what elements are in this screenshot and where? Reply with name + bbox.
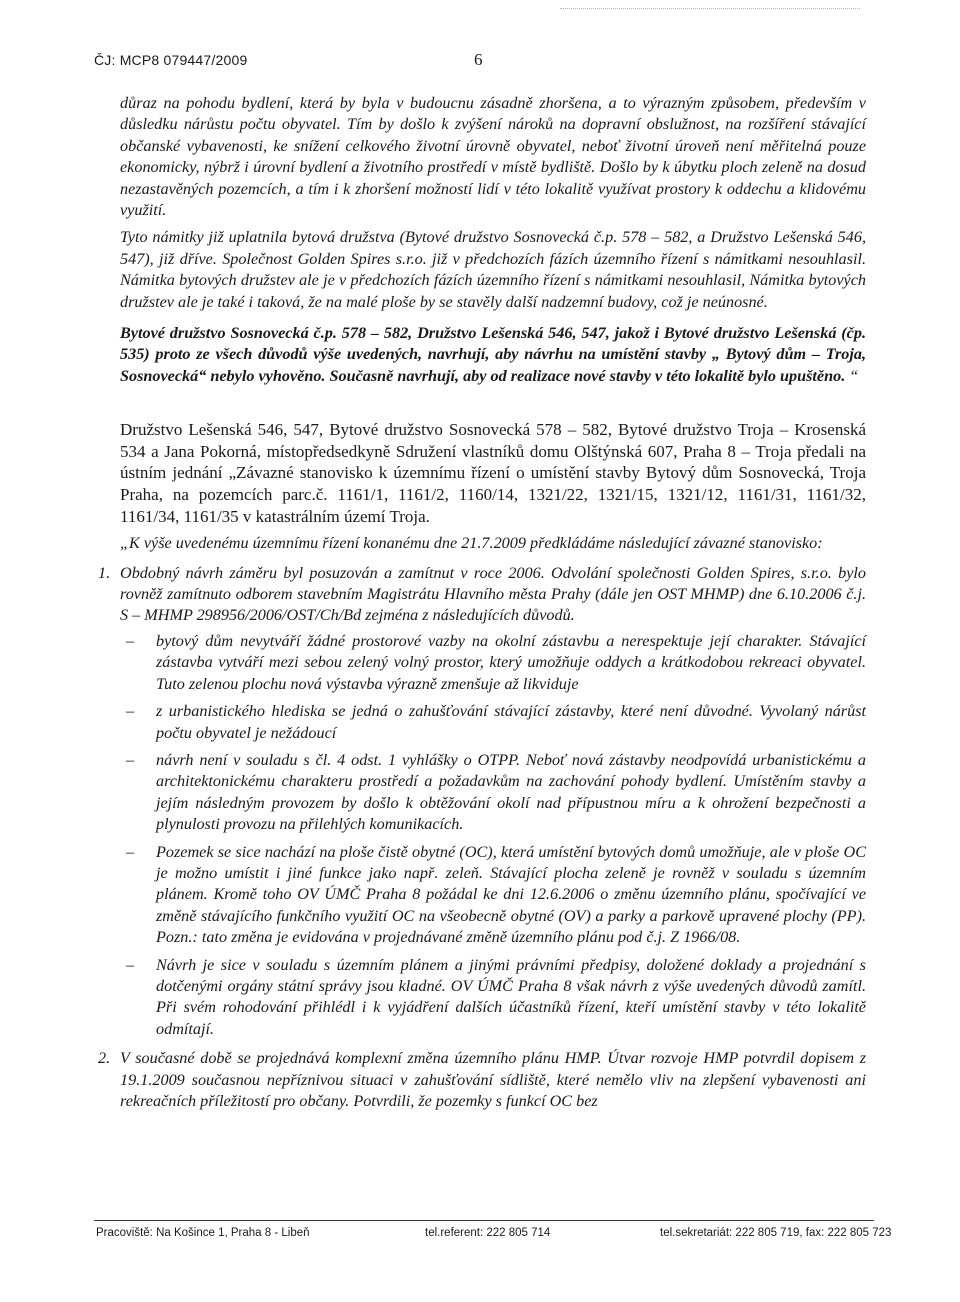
paragraph-objection-impact: důraz na pohodu bydlení, která by byla v budoucnu zásadně zhoršena, a to výrazným způsobem, především v důsledku nárůstu počtu obyvatel. Tím by došlo k zvýšení nároků na dopravní obslužnost, na rozšíření stávající občanské vybavenosti, ke snížení celkového životní úrovně obyvatel, neboť životní úroveň není měřitelná pouze ekonomicky, nýbrž i úrovní bydlení a životního prostředí v místě bydliště. Došlo by k úbytku ploch zeleně na dosud nezastavěných pozemcích, a tím i k zhoršení možností lidí v této lokalitě využívat prostory k oddechu a klidovému využití.: [120, 94, 866, 220]
paragraph-cooperative-proposal: [120, 323, 866, 387]
dash-item: [126, 842, 866, 949]
dash-bullet: –: [126, 955, 135, 974]
footer-secretariat-phone: tel.sekretariát: 222 805 719, fax: 222 805 723: [660, 1227, 892, 1239]
footer-workplace: Pracoviště: Na Košince 1, Praha 8 - Libeň: [96, 1227, 310, 1239]
list-item-1-text: Obdobný návrh záměru byl posuzován a zamítnut v roce 2006. Odvolání společnosti Golden Spires, s.r.o. bylo rovněž zamítnuto odborem stavebním Magistrátu Hlavního města Prahy (dále jen OST MHMP) dne 6.10.2006 č.j. S – MHMP 298956/2006/OST/Ch/Bd zejména z následujících důvodů.: [120, 563, 866, 625]
list-number: 2.: [98, 1049, 111, 1068]
footer-divider: [94, 1220, 874, 1221]
closing-quote: “: [845, 366, 859, 385]
footer-referent-phone: tel.referent: 222 805 714: [425, 1227, 551, 1239]
document-reference-number: ČJ: MCP8 079447/2009: [94, 52, 248, 68]
dash-bullet: –: [126, 842, 135, 861]
list-number: 1.: [98, 563, 111, 582]
dash-item: [126, 750, 866, 836]
list-item-2: [98, 1048, 866, 1112]
dash-item-text: Pozemek se sice nachází na ploše čistě obytné (OC), která umístění bytových domů umožňuje, ale v ploše OC je možno umístit i jiné funkce jako např. zeleň. Stávající plocha zeleně je rovněž v souladu s územním plánem. Kromě toho OV ÚMČ Praha 8 požádal ke dni 12.6.2006 o změnu územního plánu, spočívající ve změně stávajícího funkčního využití OC na všeobecně obytné (OV) a parky a parkově upravené plochy (PP). Pozn.: tato změna je evidována v projednávané změně územního plánu pod č.j. Z 1966/08.: [156, 842, 866, 947]
dash-bullet: –: [126, 631, 135, 650]
page-number: 6: [474, 50, 483, 69]
dash-bullet: –: [126, 750, 135, 769]
dash-item-text: návrh není v souladu s čl. 4 odst. 1 vyhlášky o OTPP. Neboť nová zástavby neodpovídá urbanistickému a architektonickému charakteru prostředí a požadavkům na zachování pohody bydlení. Umístěním stavby a jejím následným provozem by došlo k obtěžování okolí nad přípustnou míru a k ohrožení bezpečnosti a plynulosti provozu na přilehlých komunikacích.: [156, 750, 866, 834]
dash-item-text: bytový dům nevytváří žádné prostorové vazby na okolní zástavbu a nerespektuje její charakter. Stávající zástavba vytváří mezi sebou zelený volný prostor, který umožňuje oddych a krátkodobou rekreaci obyvatel. Tuto zelenou plochu nová výstavba výrazně zmenšuje až likviduje: [156, 631, 866, 693]
dash-bullet: –: [126, 702, 135, 721]
dash-item: [126, 701, 866, 744]
list-item-1: [98, 563, 866, 1041]
paragraph-previous-objections: Tyto námitky již uplatnila bytová družstva (Bytové družstvo Sosnovecká č.p. 578 – 582, a Družstvo Lešenská 546, 547), již dříve. Společnost Golden Spires s.r.o. již v předchozích fázích územního řízení s námitkami nesouhlasil. Námitka bytových družstev ale je v předchozích fázích územního řízení s námitkami nesouhlasil, Námitka bytových družstev ale je také i taková, že na malé ploše by se stavěly další nadzemní budovy, což je neúnosné.: [120, 228, 866, 311]
paragraph-binding-opinion-intro: „K výše uvedenému územnímu řízení konanému dne 21.7.2009 předkládáme následující závazné stanovisko:: [120, 534, 823, 553]
dash-item: [126, 631, 866, 695]
dash-item-text: z urbanistického hlediska se jedná o zahušťování stávající zástavby, které není důvodné. Vyvolaný nárůst počtu obyvatel je nežádoucí: [156, 702, 866, 742]
dash-list: [120, 631, 866, 1040]
numbered-list: [98, 563, 866, 1113]
proposal-bold-text: Bytové družstvo Sosnovecká č.p. 578 – 582, Družstvo Lešenská 546, 547, jakož i Bytové družstvo Lešenská (čp. 535) proto ze všech důvodů výše uvedených, navrhují, aby návrhu na umístění stavby „ Bytový dům – Troja, Sosnovecká“ nebylo vyhověno. Současně navrhují, aby od realizace nové stavby v této lokalitě bylo upuštěno.: [120, 324, 866, 385]
dash-item-text: Návrh je sice v souladu s územním plánem a jinými právními předpisy, doložené doklady a projednání s dotčenými orgány státní správy jsou kladné. OV ÚMČ Praha 8 však návrh z výše uvedených důvodů zamítl. Při svém rohodování přihlédl i k vyjádření dalších účastníků řízení, kteří umístění stavby v této lokalitě odmítají.: [156, 955, 866, 1038]
list-item-2-text: V současné době se projednává komplexní změna územního plánu HMP. Útvar rozvoje HMP potvrdil dopisem z 19.1.2009 současnou nepříznivou situaci v zahušťování sídliště, které nemělo vliv na zlepšení vybavenosti ani rekreačních příležitostí pro občany. Potvrdili, že pozemky s funkcí OC bez: [120, 1049, 866, 1110]
dash-item: [126, 955, 866, 1041]
paragraph-handover-statement: Družstvo Lešenská 546, 547, Bytové družstvo Sosnovecká 578 – 582, Bytové družstvo Troja – Krosenská 534 a Jana Pokorná, místopředsedkyně Sdružení vlastníků domu Olštýnská 607, Praha 8 – Troja předali na ústním jednání „Závazné stanovisko k územnímu řízení o umístění stavby Bytový dům Sosnovecká, Troja Praha, na pozemcích parc.č. 1161/1, 1161/2, 1160/14, 1321/22, 1321/15, 1321/12, 1161/31, 1161/32, 1161/34, 1161/35 v katastrálním území Troja.: [120, 420, 866, 526]
scan-artifact-line: [560, 8, 860, 9]
page-body: [98, 93, 866, 1112]
